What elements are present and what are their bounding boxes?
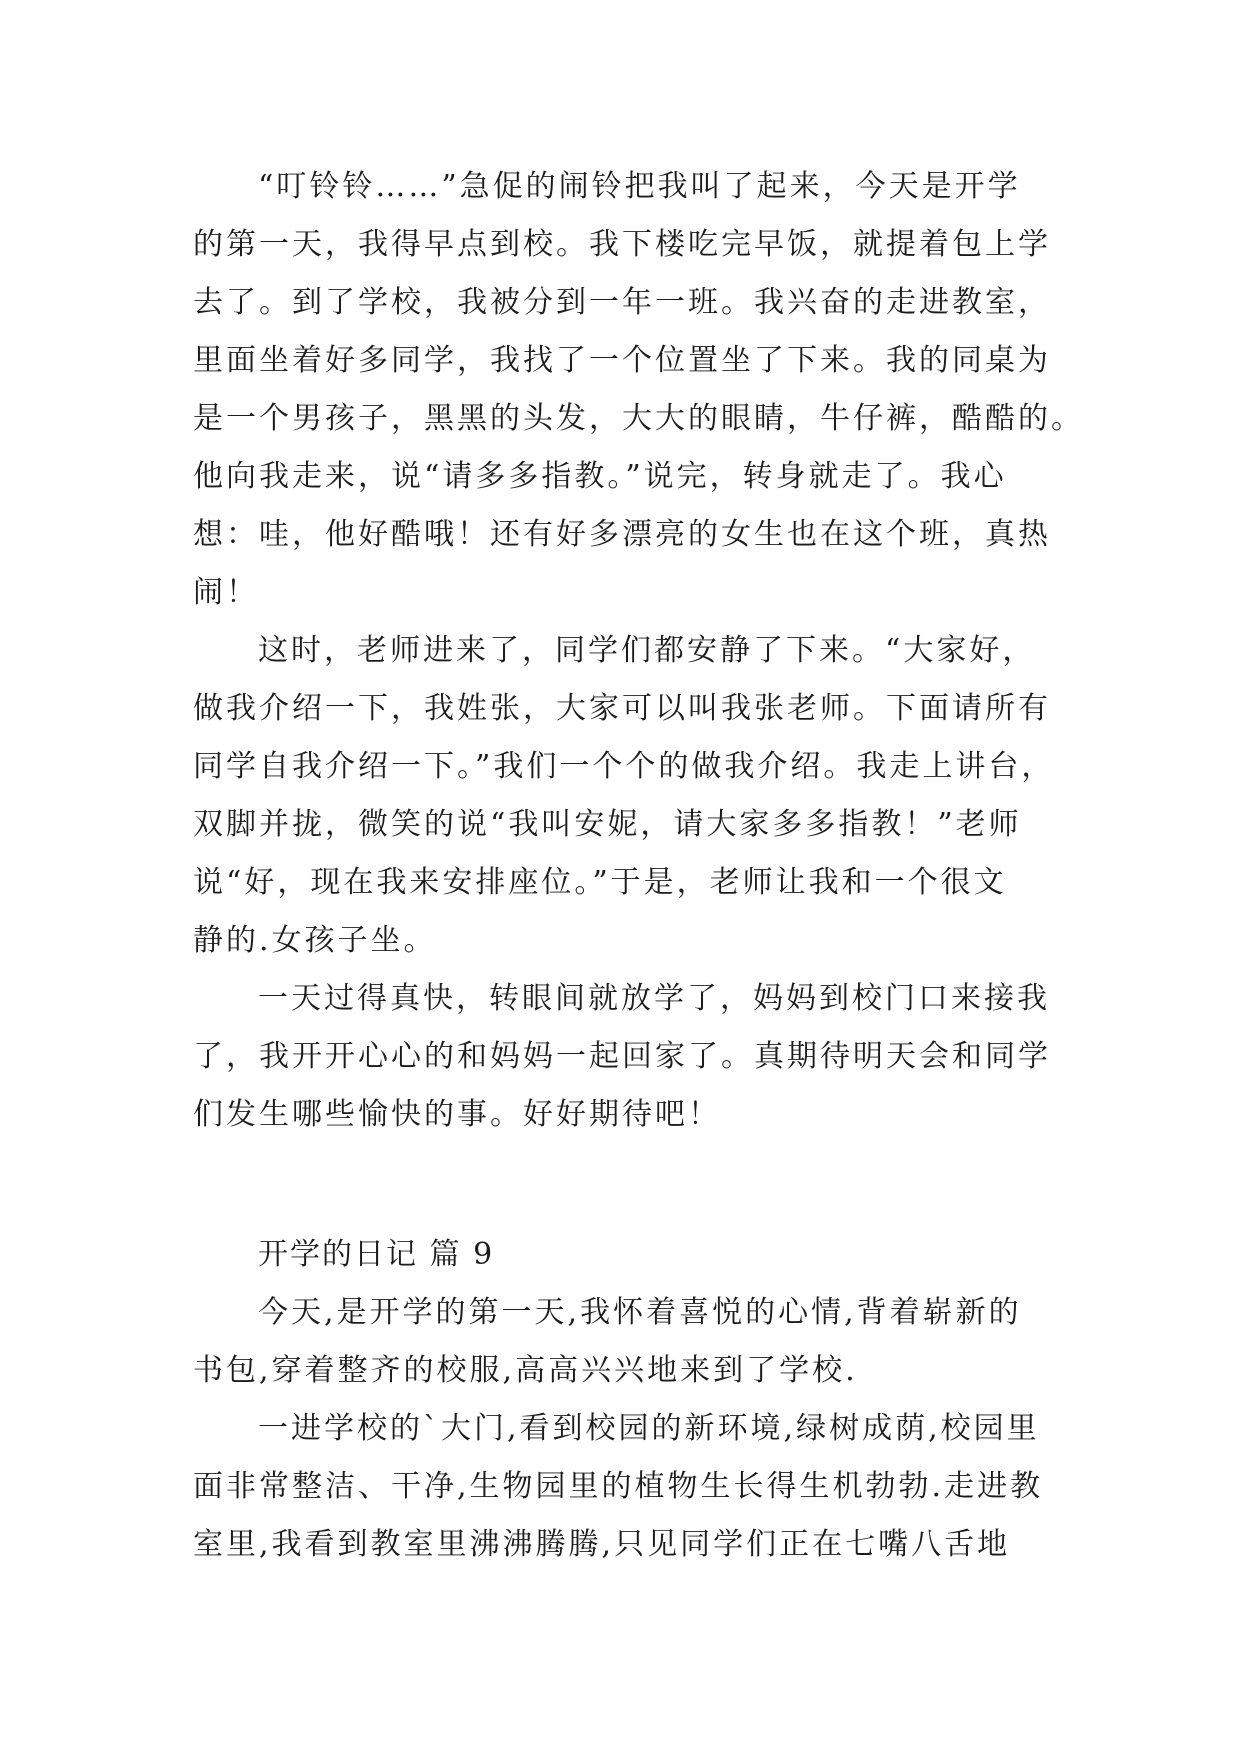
text-line: 去了。到了学校，我被分到一年一班。我兴奋的走进教室，: [193, 285, 1051, 320]
text-line: 静的.女孩子坐。: [193, 923, 437, 958]
text-line: 他向我走来，说“请多多指教。”说完，转身就走了。我心: [193, 459, 1007, 494]
text-line: 了，我开开心心的和妈妈一起回家了。真期待明天会和同学: [193, 1039, 1051, 1074]
text-line: 同学自我介绍一下。”我们一个个的做我介绍。我走上讲台，: [193, 749, 1055, 784]
text-line: 闹！: [193, 575, 259, 610]
text-line: 双脚并拢，微笑的说“我叫安妮，请大家多多指教！”老师: [193, 807, 1022, 842]
text-line: 今天,是开学的第一天,我怀着喜悦的心情,背着崭新的: [258, 1295, 1022, 1330]
section-heading: 开学的日记 篇 9: [258, 1237, 495, 1272]
text-line: 书包,穿着整齐的校服,高高兴兴地来到了学校.: [193, 1353, 858, 1388]
section-spacer: [193, 1144, 1063, 1226]
text-line: 说“好，现在我来安排座位。”于是，老师让我和一个很文: [193, 865, 1007, 900]
text-line: 里面坐着好多同学，我找了一个位置坐了下来。我的同桌为: [193, 343, 1051, 378]
text-line: 们发生哪些愉快的事。好好期待吧！: [193, 1097, 721, 1132]
text-line: 一天过得真快，转眼间就放学了，妈妈到校门口来接我: [258, 981, 1050, 1016]
text-line: “叮铃铃……”急促的闹铃把我叫了起来，今天是开学: [258, 169, 1021, 204]
text-line: 想：哇，他好酷哦！还有好多漂亮的女生也在这个班，真热: [193, 517, 1051, 552]
text-line: 做我介绍一下，我姓张，大家可以叫我张老师。下面请所有: [193, 691, 1051, 726]
text-line: 一进学校的`大门,看到校园的新环境,绿树成荫,校园里: [258, 1411, 1040, 1446]
text-line: 面非常整洁、干净,生物园里的植物生长得生机勃勃.走进教: [193, 1469, 1044, 1504]
text-line: 室里,我看到教室里沸沸腾腾,只见同学们正在七嘴八舌地: [193, 1527, 1011, 1562]
text-line: 的第一天，我得早点到校。我下楼吃完早饭，就提着包上学: [193, 227, 1051, 262]
document-body: [193, 158, 1084, 1574]
text-line: 是一个男孩子，黑黑的头发，大大的眼睛，牛仔裤，酷酷的。: [193, 401, 1084, 436]
text-line: 这时，老师进来了，同学们都安静了下来。“大家好，: [258, 633, 1036, 668]
